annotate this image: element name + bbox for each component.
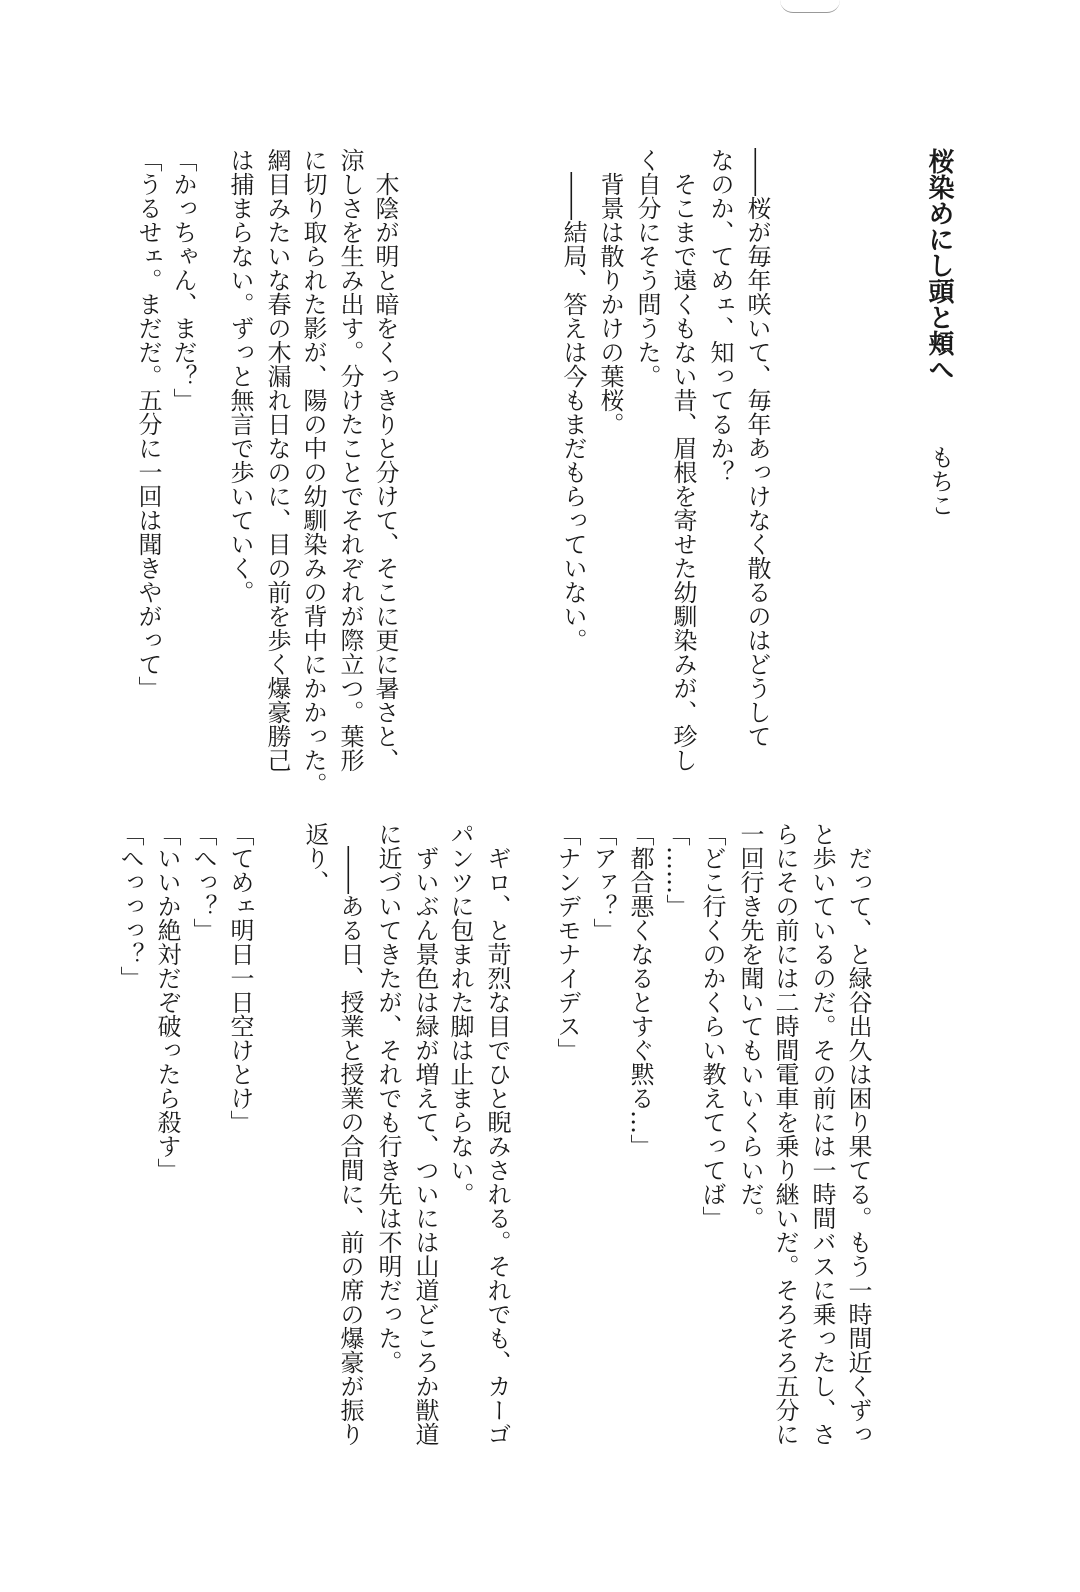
text-line: に切り取られた影が、陽の中の幼馴染みの背中にかかった。 (299, 148, 327, 796)
text-line: ――結局、答えは今もまだもらっていない。 (559, 148, 587, 652)
dialogue-line: 「いいか絶対だぞ破ったら殺す」 (153, 822, 181, 1182)
text-line: 一回行き先を聞いてもいいくらいだ。 (736, 822, 764, 1230)
scan-artifact (780, 0, 840, 13)
story-title: 桜染めにし頭と頬へ (924, 148, 954, 382)
text-line: ――桜が毎年咲いて、毎年あっけなく散るのはどうして (743, 148, 771, 748)
text-line: 網目みたいな春の木漏れ日なのに、目の前を歩く爆豪勝己 (263, 148, 291, 772)
dialogue-line: 「都合悪くなるとすぐ黙る…」 (626, 822, 654, 1158)
dialogue-line: 「へっ？」 (189, 822, 217, 942)
text-line: 木陰が明と暗をくっきりと分けて、そこに更に暑さと、 (371, 148, 399, 772)
text-line: く自分にそう問うた。 (633, 148, 661, 388)
dialogue-line: 「へっっっ？」 (116, 822, 144, 990)
dialogue-line: 「かっちゃん、まだ？」 (169, 148, 197, 412)
text-line: ギロ、と苛烈な目でひと睨みされる。それでも、カーゴ (483, 822, 511, 1446)
text-line: は捕まらない。ずっと無言で歩いていく。 (226, 148, 254, 604)
text-line: 背景は散りかけの葉桜。 (596, 148, 624, 436)
text-line: そこまで遠くもない昔、眉根を寄せた幼馴染みが、珍し (669, 148, 697, 772)
text-line: 涼しさを生み出す。分けたことでそれぞれが際立つ。葉形 (336, 148, 364, 772)
text-line: なのか、てめェ、知ってるか？ (706, 148, 734, 484)
text-line: だって、と緑谷出久は困り果てる。もう一時間近くずっ (844, 822, 872, 1446)
dialogue-line: 「どこ行くのかくらい教えてってば」 (698, 822, 726, 1230)
dialogue-line: 「アァ？」 (589, 822, 617, 942)
dialogue-line: 「うるせェ。まだだ。五分に一回は聞きやがって」 (134, 148, 162, 700)
dialogue-line: 「てめェ明日一日空けとけ」 (226, 822, 254, 1134)
text-line: に近づいてきたが、それでも行き先は不明だった。 (374, 822, 402, 1374)
text-line: ――ある日、授業と授業の合間に、前の席の爆豪が振り (336, 822, 364, 1446)
text-line: 返り、 (301, 822, 329, 894)
text-line: と歩いているのだ。その前には一時間バスに乗ったし、さ (808, 822, 836, 1446)
text-line: ずいぶん景色は緑が増えて、ついには山道どころか獣道 (411, 822, 439, 1446)
dialogue-line: 「ナンデモナイデス」 (553, 822, 581, 1062)
text-line: パンツに包まれた脚は止まらない。 (446, 822, 474, 1206)
dialogue-line: 「……」 (662, 822, 690, 918)
author-name: もちこ (926, 445, 954, 517)
text-line: らにその前には二時間電車を乗り継いだ。そろそろ五分に (771, 822, 799, 1446)
